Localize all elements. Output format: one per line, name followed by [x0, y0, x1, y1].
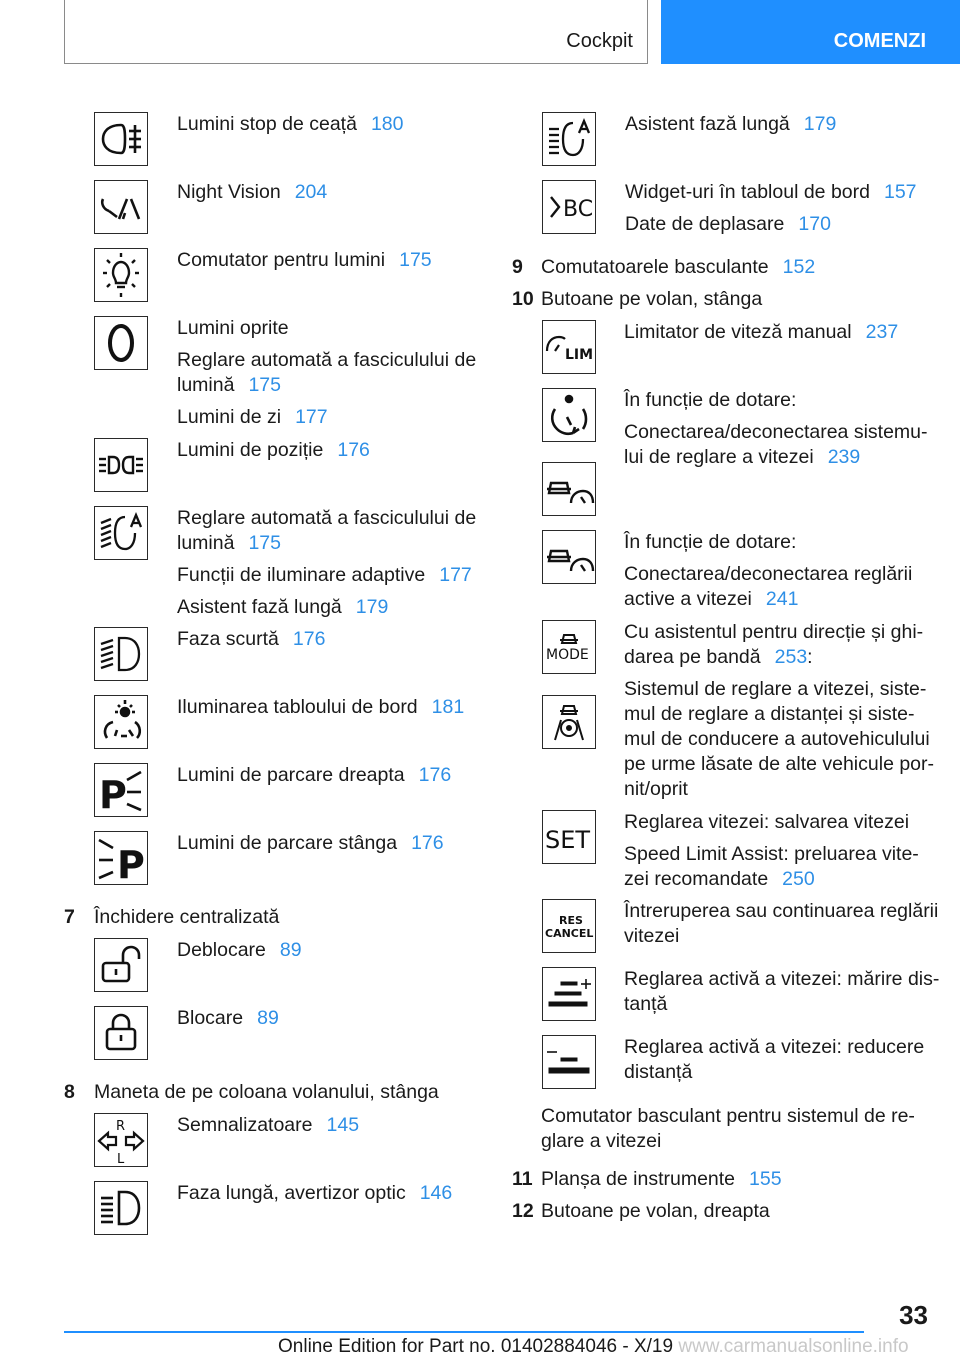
high-beam-page-link[interactable]: 146 [419, 1182, 453, 1204]
position-lights-label: Lumini de poziție [177, 439, 324, 461]
cruise-onoff-page-link[interactable]: 239 [827, 446, 861, 468]
night-vision-icon [94, 180, 148, 234]
item-8-number: 8 [64, 1081, 75, 1103]
high-beam-row [177, 1181, 452, 1206]
item-8-title: Maneta de pe coloana volanului, stânga [94, 1081, 439, 1103]
low-beam-page-link[interactable]: 176 [292, 628, 326, 650]
hb-assist-row [625, 112, 836, 137]
distance-minus-line1: Reglarea activă a vitezei: reducere [624, 1036, 925, 1058]
unlock-label: Deblocare [177, 939, 266, 961]
low-beam-icon [94, 627, 148, 681]
set-page-link[interactable]: 250 [782, 868, 815, 890]
cruise-control-icon [542, 388, 596, 442]
item-9-page-link[interactable]: 152 [782, 256, 816, 278]
parking-light-left-icon [94, 831, 148, 885]
distance-minus-line2: distanță [624, 1061, 693, 1083]
day-lights-page-link[interactable]: 177 [295, 406, 328, 428]
hb-assist-label: Asistent fază lungă [625, 113, 790, 135]
fog-stop-page-link[interactable]: 180 [370, 113, 404, 135]
car-speedometer-icon [542, 462, 596, 516]
trip-data-page-link[interactable]: 170 [798, 213, 831, 235]
dash-illumination-page-link[interactable]: 181 [431, 696, 465, 718]
steering-assist-page-link[interactable]: 253 [774, 646, 808, 668]
item-7-title: Închidere centralizată [94, 906, 280, 928]
set-line2: Speed Limit Assist: preluarea vite- [624, 843, 919, 865]
active-cruise-tail: active a vitezei [624, 588, 752, 610]
low-beam-row [177, 627, 325, 652]
park-left-page-link[interactable]: 176 [411, 832, 444, 854]
light-switch-label: Comutator pentru lumini [177, 249, 386, 271]
position-lights-row [177, 438, 370, 463]
trip-data-label: Date de deplasare [625, 213, 785, 235]
item-11-title: Planșa de instrumente [541, 1168, 736, 1190]
lim-glyph: LIM [565, 347, 594, 363]
high-beam-label: Faza lungă, avertizor optic [177, 1182, 406, 1204]
set-button-icon [542, 810, 596, 864]
lock-row [177, 1006, 279, 1031]
header-tab-label: COMENZI [833, 30, 926, 52]
park-left-p-glyph: P [117, 843, 145, 884]
res-glyph: RES [559, 914, 583, 927]
set-tail: zei recomandate [624, 868, 769, 890]
light-switch-sun-icon [94, 248, 148, 302]
low-beam-label: Faza scurtă [177, 628, 279, 650]
lock-page-link[interactable]: 89 [257, 1007, 279, 1029]
cruise-onoff-tail: lui de reglare a vitezei [624, 446, 814, 468]
fog-stop-label: Lumini stop de ceață [177, 113, 357, 135]
signals-row [177, 1113, 359, 1138]
dash-illumination-row [177, 695, 464, 720]
item-9-title: Comutatoarele basculante [541, 256, 769, 278]
set-line3 [624, 867, 815, 892]
item-12-title: Butoane pe volan, dreapta [541, 1200, 770, 1222]
active-cruise-line2: Conectarea/deconectarea reglării [624, 563, 913, 585]
signal-l-glyph: L [117, 1152, 125, 1166]
item-10-number: 10 [512, 288, 534, 310]
position-lights-icon [94, 438, 148, 492]
unlock-page-link[interactable]: 89 [279, 939, 302, 961]
rocker-line2: glare a vitezei [541, 1130, 662, 1152]
mode-glyph: MODE [546, 647, 589, 663]
active-cruise-line1: În funcție de dotare: [624, 531, 797, 553]
item-7-number: 7 [64, 906, 75, 928]
systems-line2: mul de reglare a distanței și siste- [624, 703, 915, 725]
speed-limiter-page-link[interactable]: 237 [865, 321, 899, 343]
systems-line4: pe urme lăsate de alte vehicule por- [624, 753, 935, 775]
signals-page-link[interactable]: 145 [326, 1114, 360, 1136]
auto-beam2-line1: Reglare automată a fasciculului de [177, 507, 477, 529]
park-left-label: Lumini de parcare stânga [177, 832, 398, 854]
footer-watermark: www.carmanualsonline.info [678, 1336, 909, 1357]
auto-beam-word: lumină [177, 374, 235, 396]
unlock-icon [94, 938, 148, 992]
page-number: 33 [899, 1300, 928, 1330]
cruise-onoff-line3 [624, 445, 860, 470]
dash-illumination-label: Iluminarea tabloului de bord [177, 696, 418, 718]
steering-assist-line2 [624, 645, 813, 670]
hb-assist-left-row [177, 595, 388, 620]
speed-limiter-icon [542, 320, 596, 374]
auto-beam2-line2 [177, 531, 281, 556]
item-11-page-link[interactable]: 155 [749, 1168, 782, 1190]
high-beam-assist-icon [542, 112, 596, 166]
item-10-title: Butoane pe volan, stânga [541, 288, 763, 310]
set-line1: Reglarea vitezei: salvarea vitezei [624, 811, 910, 833]
driving-assistant-icon [542, 695, 596, 749]
auto-beam2-word: lumină [177, 532, 235, 554]
set-glyph: SET [545, 826, 591, 854]
lights-off-zero-icon [94, 316, 148, 370]
position-lights-page-link[interactable]: 176 [337, 439, 370, 461]
speed-limiter-row [624, 320, 898, 345]
auto-beam-line2 [177, 373, 281, 398]
header-section-title: Cockpit [566, 30, 633, 52]
adaptive-lights-page-link[interactable]: 177 [439, 564, 472, 586]
dashboard-illumination-icon [94, 695, 148, 749]
cancel-glyph: CANCEL [545, 927, 594, 940]
distance-plus-line1: Reglarea activă a vitezei: mărire dis- [624, 968, 940, 990]
systems-line1: Sistemul de reglare a vitezei, siste- [624, 678, 927, 700]
header-section-box [64, 0, 648, 64]
parking-light-right-icon [94, 763, 148, 817]
lock-icon [94, 1006, 148, 1060]
item-9-number: 9 [512, 256, 523, 278]
park-right-row [177, 763, 451, 788]
rocker-line1: Comutator basculant pentru sistemul de re- [541, 1105, 915, 1127]
systems-line3: mul de conducere a autovehiculului [624, 728, 930, 750]
res-cancel-line2: vitezei [624, 925, 680, 947]
mode-button-icon [542, 620, 596, 674]
distance-decrease-icon [542, 1035, 596, 1089]
hb-assist-left-label: Asistent fază lungă [177, 596, 342, 618]
systems-line5: nit/oprit [624, 778, 688, 800]
light-switch-row [177, 248, 432, 273]
distance-increase-icon [542, 967, 596, 1021]
active-cruise-icon [542, 530, 596, 584]
turn-signal-icon [94, 1113, 148, 1167]
rear-fog-light-icon [94, 112, 148, 166]
lock-label: Blocare [177, 1007, 244, 1029]
park-right-p-glyph: P [99, 773, 127, 816]
widgets-label: Widget-uri în tabloul de bord [625, 181, 870, 203]
item-12-number: 12 [512, 1200, 534, 1222]
lights-off-label: Lumini oprite [177, 317, 289, 339]
speed-limiter-label: Limitator de viteză manual [624, 321, 852, 343]
res-cancel-line1: Întreruperea sau continuarea reglării [624, 900, 939, 922]
trip-data-row [625, 212, 831, 237]
unlock-row [177, 938, 302, 963]
signals-label: Semnalizatoare [177, 1114, 313, 1136]
footer-divider [64, 1331, 864, 1333]
header-tab[interactable] [661, 0, 960, 64]
hb-assist-left-page-link[interactable]: 179 [355, 596, 389, 618]
fog-stop-row [177, 112, 404, 137]
res-cancel-button-icon [542, 899, 596, 953]
hb-assist-page-link[interactable]: 179 [803, 113, 837, 135]
auto-beam-line1: Reglare automată a fasciculului de [177, 349, 477, 371]
adaptive-lights-label: Funcții de iluminare adaptive [177, 564, 426, 586]
steering-assist-tail: darea pe bandă [624, 646, 761, 668]
item-11-number: 11 [512, 1168, 533, 1190]
cruise-onoff-line2: Conectarea/deconectarea sistemu- [624, 421, 928, 443]
steering-assist-line1: Cu asistentul pentru direcție și ghi- [624, 621, 924, 643]
park-right-label: Lumini de parcare dreapta [177, 764, 405, 786]
day-lights-row [177, 405, 328, 430]
active-cruise-line3 [624, 587, 798, 612]
night-vision-page-link[interactable]: 204 [294, 181, 328, 203]
item-11-row [541, 1167, 782, 1192]
auto-beam-page-link[interactable]: 175 [248, 374, 281, 396]
active-cruise-page-link[interactable]: 241 [765, 588, 799, 610]
adaptive-lights-row [177, 563, 472, 588]
day-lights-label: Lumini de zi [177, 406, 282, 428]
cruise-onoff-line1: În funcție de dotare: [624, 389, 797, 411]
night-vision-row [177, 180, 327, 205]
park-right-page-link[interactable]: 176 [418, 764, 452, 786]
bc-button-icon [542, 180, 596, 234]
light-switch-page-link[interactable]: 175 [399, 249, 432, 271]
footer-edition [278, 1336, 909, 1358]
auto-beam2-page-link[interactable]: 175 [248, 532, 281, 554]
widgets-row [625, 180, 917, 205]
footer-edition-text: Online Edition for Part no. 01402884046 - X/19 [278, 1336, 674, 1357]
widgets-page-link[interactable]: 157 [883, 181, 917, 203]
item-9-row [541, 255, 815, 280]
distance-plus-line2: tanță [624, 993, 668, 1015]
night-vision-label: Night Vision [177, 181, 281, 203]
bc-glyph: BC [563, 197, 594, 222]
auto-high-beam-icon [94, 506, 148, 560]
park-left-row [177, 831, 444, 856]
signal-r-glyph: R [116, 1119, 126, 1134]
high-beam-icon [94, 1181, 148, 1235]
steering-assist-colon: : [807, 646, 813, 668]
